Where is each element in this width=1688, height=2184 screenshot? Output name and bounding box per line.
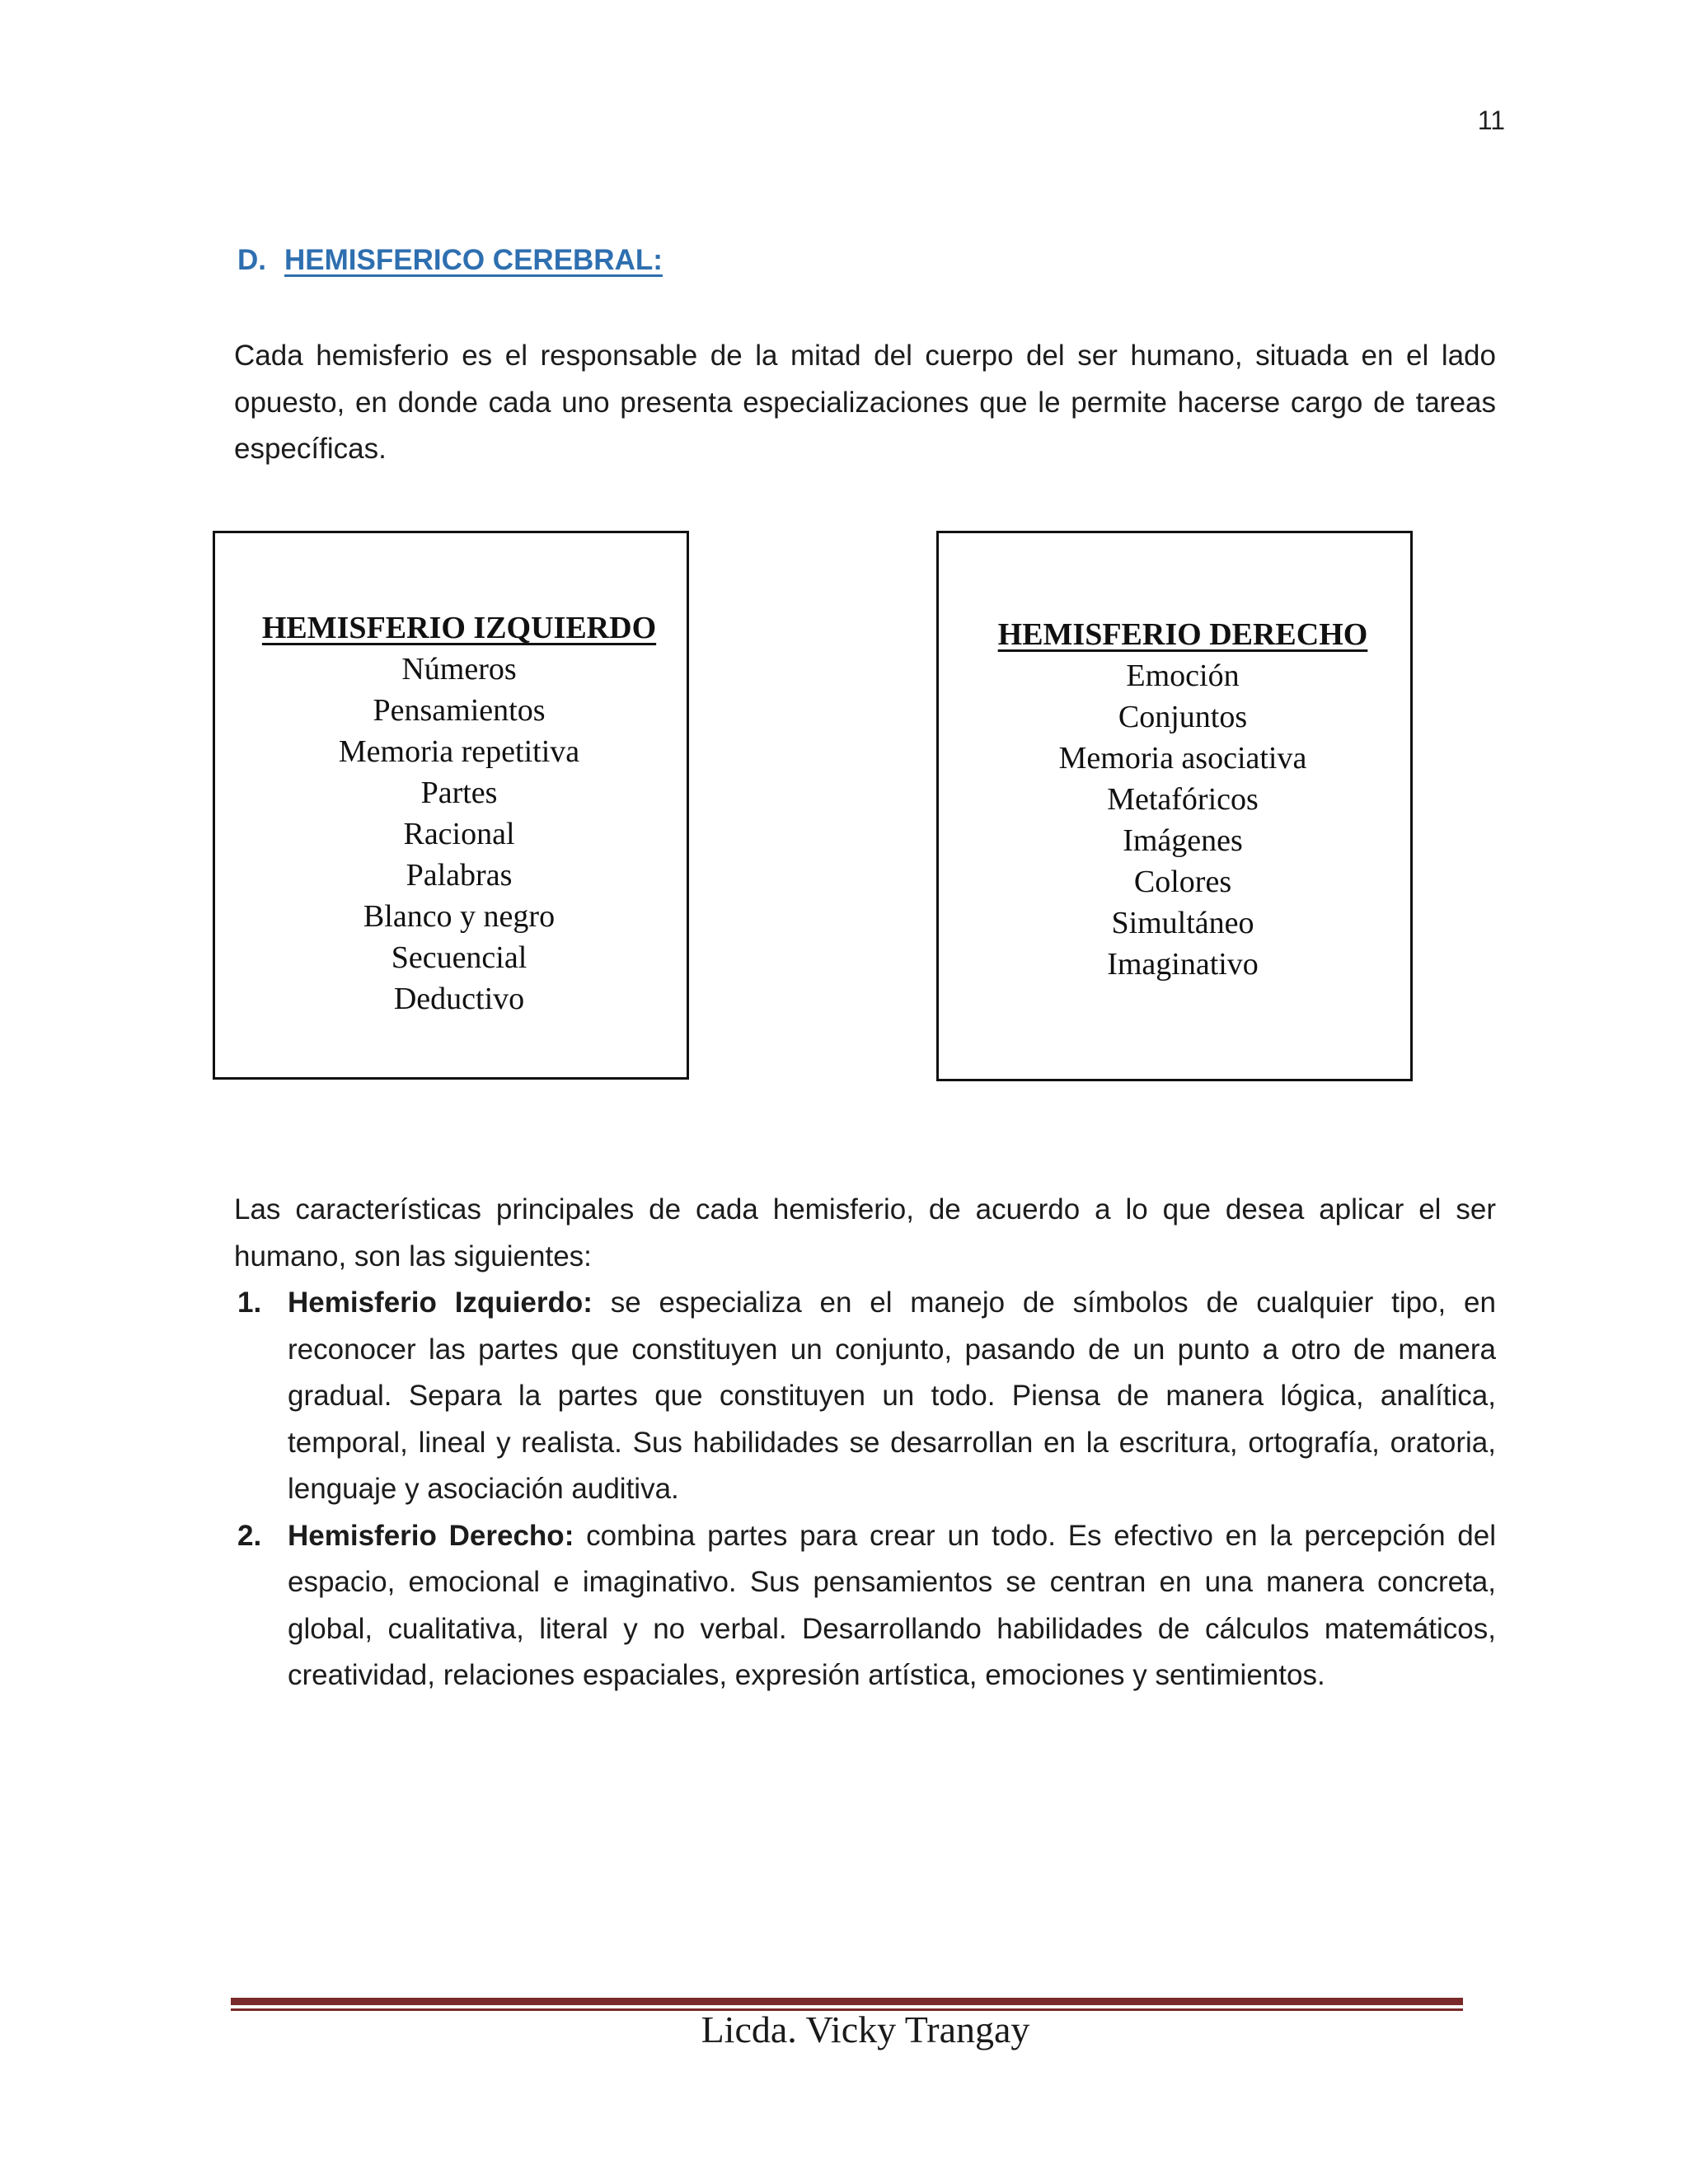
right-hemisphere-item: Emoción <box>1126 658 1240 693</box>
right-hemisphere-title: HEMISFERIO DERECHO <box>997 617 1368 652</box>
page-number: 11 <box>1477 105 1505 135</box>
right-hemisphere-item: Simultáneo <box>1111 906 1254 940</box>
left-hemisphere-item: Pensamientos <box>373 693 546 728</box>
list-item-term: Hemisferio Derecho: <box>288 1519 574 1552</box>
section-letter: D. <box>237 244 266 276</box>
left-hemisphere-item: Blanco y negro <box>363 899 556 934</box>
right-hemisphere-item: Memoria asociativa <box>1058 741 1307 776</box>
list-item <box>234 1513 1496 1699</box>
footer-divider-thick <box>231 1998 1463 2005</box>
characteristics-paragraph: Las características principales de cada hemisferio, de acuerdo a lo que desea aplicar el ser humano, son las siguientes: <box>234 1193 1496 1272</box>
right-hemisphere-box <box>936 531 1413 1081</box>
right-hemisphere-item: Imágenes <box>1123 823 1243 858</box>
section-title: HEMISFERICO CEREBRAL: <box>284 244 663 276</box>
left-hemisphere-box <box>213 531 689 1080</box>
right-hemisphere-item: Imaginativo <box>1107 947 1259 982</box>
hemisphere-list <box>234 1280 1496 1699</box>
section-heading <box>237 244 663 277</box>
list-item-text: se especializa en el manejo de símbolos de cualquier tipo, en reconocer las partes que constituyen un conjunto, pasando de un punto a otro de manera gradual. Separa la partes que constituyen un todo. Piensa de manera lógica, analítica, temporal, lineal y realista. Sus habilidades se desarrollan en la escritura, ortografía, oratoria, lenguaje y asociación auditiva. <box>288 1286 1496 1505</box>
left-hemisphere-item: Palabras <box>406 858 513 893</box>
left-hemisphere-title: HEMISFERIO IZQUIERDO <box>261 611 657 645</box>
right-hemisphere-item: Colores <box>1133 865 1232 899</box>
list-item-term: Hemisferio Izquierdo: <box>288 1286 593 1319</box>
list-item-number: 2. <box>237 1519 262 1552</box>
list-item-text: combina partes para crear un todo. Es efectivo en la percepción del espacio, emocional e imaginativo. Sus pensamientos se centran en una manera concreta, global, cualitativa, literal y no verbal. Desarrollando habilidades de cálculos matemáticos, creatividad, relaciones espaciales, expresión artística, emociones y sentimientos. <box>288 1519 1496 1691</box>
intro-paragraph: Cada hemisferio es el responsable de la mitad del cuerpo del ser humano, situada en el lado opuesto, en donde cada uno presenta especializaciones que le permite hacerse cargo de tareas específicas. <box>234 340 1496 465</box>
left-hemisphere-item: Secuencial <box>391 940 528 975</box>
list-item <box>234 1280 1496 1513</box>
footer-author: Licda. Vicky Trangay <box>701 2008 1030 2050</box>
left-hemisphere-item: Partes <box>420 776 498 810</box>
left-hemisphere-item: Deductivo <box>393 982 525 1016</box>
list-item-number: 1. <box>237 1286 262 1319</box>
left-hemisphere-item: Números <box>401 652 517 687</box>
left-hemisphere-item: Racional <box>403 817 515 851</box>
right-hemisphere-item: Conjuntos <box>1118 700 1248 734</box>
right-hemisphere-item: Metafóricos <box>1107 782 1259 817</box>
left-hemisphere-item: Memoria repetitiva <box>338 734 580 769</box>
